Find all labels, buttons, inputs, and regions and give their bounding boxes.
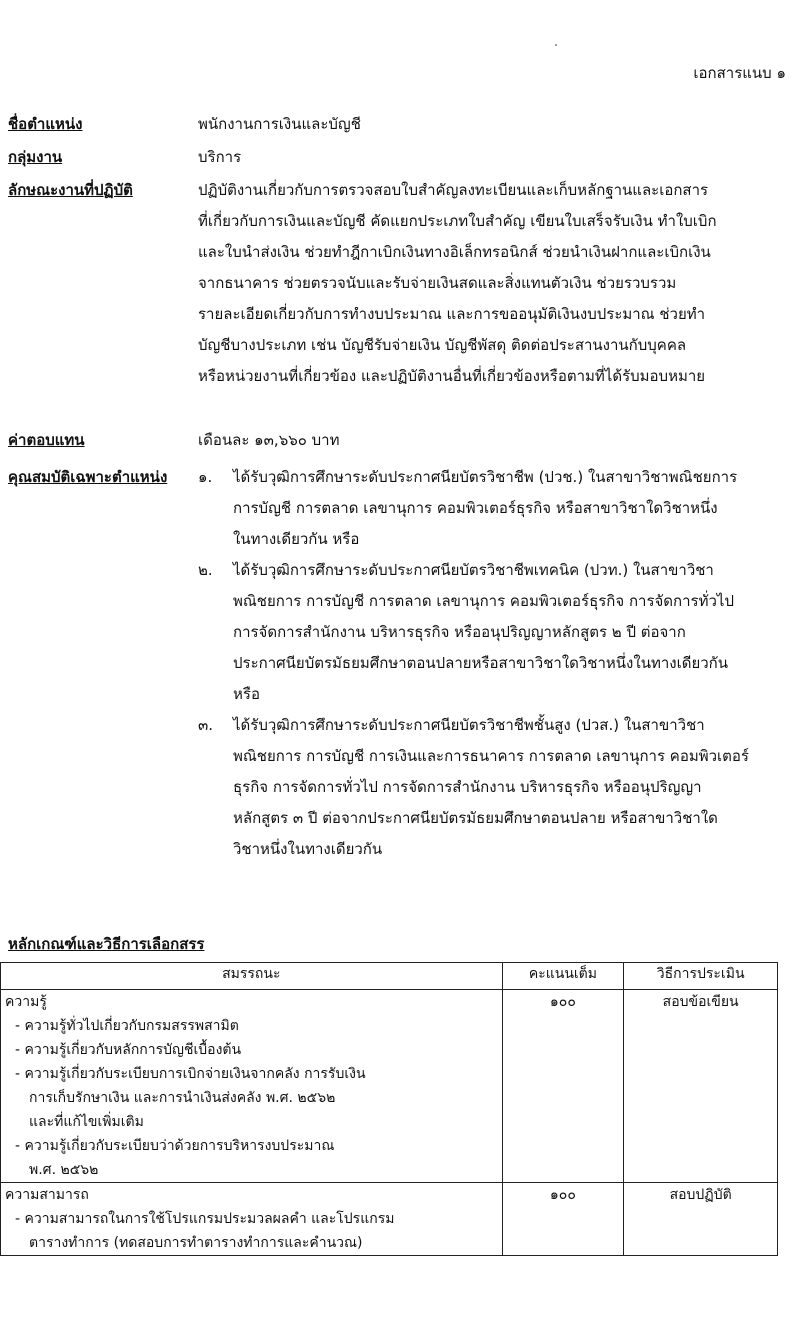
duties-label: ลักษณะงานที่ปฏิบัติ (8, 181, 133, 199)
qualification-line: ได้รับวุฒิการศึกษาระดับประกาศนียบัตรวิชาชีพเทคนิค (ปวท.) ในสาขาวิชา (233, 561, 714, 579)
qualification-number: ๑. (198, 468, 213, 486)
selection-table (0, 962, 778, 1256)
qualification-line: การบัญชี การตลาด เลขานุการ คอมพิวเตอร์ธุรกิจ หรือสาขาวิชาใดวิชาหนึ่ง (233, 499, 718, 517)
method-cell (624, 1183, 778, 1256)
duties-line: และใบนำส่งเงิน ช่วยทำฎีกาเบิกเงินทางอิเล็กทรอนิกส์ ช่วยนำเงินฝากและเบิกเงิน (198, 243, 711, 261)
qualification-line: วิชาหนึ่งในทางเดียวกัน (233, 840, 383, 858)
duties-line: จากธนาคาร ช่วยตรวจนับและรับจ่ายเงินสดและสิ่งแทนตัวเงิน ช่วยรวบรวม (198, 274, 677, 292)
qualification-item (198, 710, 792, 865)
competency-item-continued: ตารางทำการ (ทดสอบการทำตารางทำการและคำนวณ) (29, 1235, 363, 1251)
group-label: กลุ่มงาน (8, 148, 63, 166)
qualification-line: พณิชยการ การบัญชี การเงินและการธนาคาร การตลาด เลขานุการ คอมพิวเตอร์ (233, 747, 749, 765)
salary-value: เดือนละ ๑๓,๖๖๐ บาท (198, 431, 340, 449)
header-evaluation-method: วิธีการประเมิน (624, 963, 778, 990)
qualification-line: ในทางเดียวกัน หรือ (233, 530, 360, 548)
competency-item: - ความรู้เกี่ยวกับระเบียบการเบิกจ่ายเงินจากคลัง การรับเงิน (15, 1066, 366, 1082)
qualification-number: ๓. (198, 716, 214, 734)
method-value: สอบข้อเขียน (662, 994, 739, 1010)
duties-line: บัญชีบางประเภท เช่น บัญชีรับจ่ายเงิน บัญชีพัสดุ ติดต่อประสานงานกับบุคคล (198, 336, 687, 354)
duties-line: ปฏิบัติงานเกี่ยวกับการตรวจสอบใบสำคัญลงทะเบียนและเก็บหลักฐานและเอกสาร (198, 181, 709, 199)
qualification-line: การจัดการสำนักงาน บริหารธุรกิจ หรืออนุปริญญาหลักสูตร ๒ ปี ต่อจาก (233, 623, 686, 641)
competency-item: - ความรู้ทั่วไปเกี่ยวกับกรมสรรพสามิต (15, 1018, 239, 1034)
method-value: สอบปฏิบัติ (669, 1187, 732, 1203)
table-row (1, 1183, 778, 1256)
score-value: ๑๐๐ (549, 1187, 576, 1203)
qualification-line: ธุรกิจ การจัดการทั่วไป การจัดการสำนักงาน บริหารธุรกิจ หรืออนุปริญญา (233, 778, 702, 796)
qualifications-list (198, 462, 792, 865)
competency-cell (1, 1183, 503, 1256)
qualification-item (198, 555, 792, 710)
duties-line: หรือหน่วยงานที่เกี่ยวข้อง และปฏิบัติงานอื่นที่เกี่ยวข้องหรือตามที่ได้รับมอบหมาย (198, 367, 706, 385)
duties-text (198, 175, 792, 392)
position-label: ชื่อตำแหน่ง (8, 115, 83, 133)
method-cell (624, 990, 778, 1183)
selection-title: หลักเกณฑ์และวิธีการเลือกสรร (8, 935, 205, 953)
table-header-row (1, 963, 778, 990)
competency-item-continued: การเก็บรักษาเงิน และการนำเงินส่งคลัง พ.ศ. ๒๕๖๒ (29, 1090, 336, 1106)
qualification-line: หรือ (233, 685, 260, 703)
header-full-score: คะแนนเต็ม (502, 963, 624, 990)
scan-speck (555, 44, 557, 46)
qualification-line: ได้รับวุฒิการศึกษาระดับประกาศนียบัตรวิชาชีพชั้นสูง (ปวส.) ในสาขาวิชา (233, 716, 705, 734)
competency-title: ความรู้ (5, 994, 47, 1010)
competency-item: - ความรู้เกี่ยวกับระเบียบว่าด้วยการบริหารงบประมาณ (15, 1138, 335, 1154)
competency-item-continued: และที่แก้ไขเพิ่มเติม (29, 1114, 144, 1130)
competency-item-continued: พ.ศ. ๒๕๖๒ (29, 1162, 99, 1178)
duties-line: ที่เกี่ยวกับการเงินและบัญชี คัดแยกประเภทใบสำคัญ เขียนใบเสร็จรับเงิน ทำใบเบิก (198, 212, 717, 230)
group-value: บริการ (198, 148, 242, 166)
score-value: ๑๐๐ (549, 994, 576, 1010)
competency-cell (1, 990, 503, 1183)
salary-label: ค่าตอบแทน (8, 431, 85, 449)
position-value: พนักงานการเงินและบัญชี (198, 115, 361, 133)
header-competency: สมรรถนะ (1, 963, 503, 990)
qualification-item (198, 462, 792, 555)
qualification-line: ได้รับวุฒิการศึกษาระดับประกาศนียบัตรวิชาชีพ (ปวช.) ในสาขาวิชาพณิชยการ (233, 468, 738, 486)
annex-label: เอกสารแนบ ๑ (693, 64, 786, 82)
competency-item: - ความสามารถในการใช้โปรแกรมประมวลผลคำ และโปรแกรม (15, 1211, 395, 1227)
table-row (1, 990, 778, 1183)
qualifications-label: คุณสมบัติเฉพาะตำแหน่ง (8, 468, 168, 486)
competency-item: - ความรู้เกี่ยวกับหลักการบัญชีเบื้องต้น (15, 1042, 242, 1058)
competency-title: ความสามารถ (5, 1187, 89, 1203)
qualification-line: พณิชยการ การบัญชี การตลาด เลขานุการ คอมพิวเตอร์ธุรกิจ การจัดการทั่วไป (233, 592, 734, 610)
qualification-number: ๒. (198, 561, 213, 579)
score-cell (502, 1183, 624, 1256)
duties-line: รายละเอียดเกี่ยวกับการทำงบประมาณ และการขออนุมัติเงินงบประมาณ ช่วยทำ (198, 305, 706, 323)
score-cell (502, 990, 624, 1183)
qualification-line: หลักสูตร ๓ ปี ต่อจากประกาศนียบัตรมัธยมศึกษาตอนปลาย หรือสาขาวิชาใด (233, 809, 718, 827)
qualification-line: ประกาศนียบัตรมัธยมศึกษาตอนปลายหรือสาขาวิชาใดวิชาหนึ่งในทางเดียวกัน (233, 654, 729, 672)
